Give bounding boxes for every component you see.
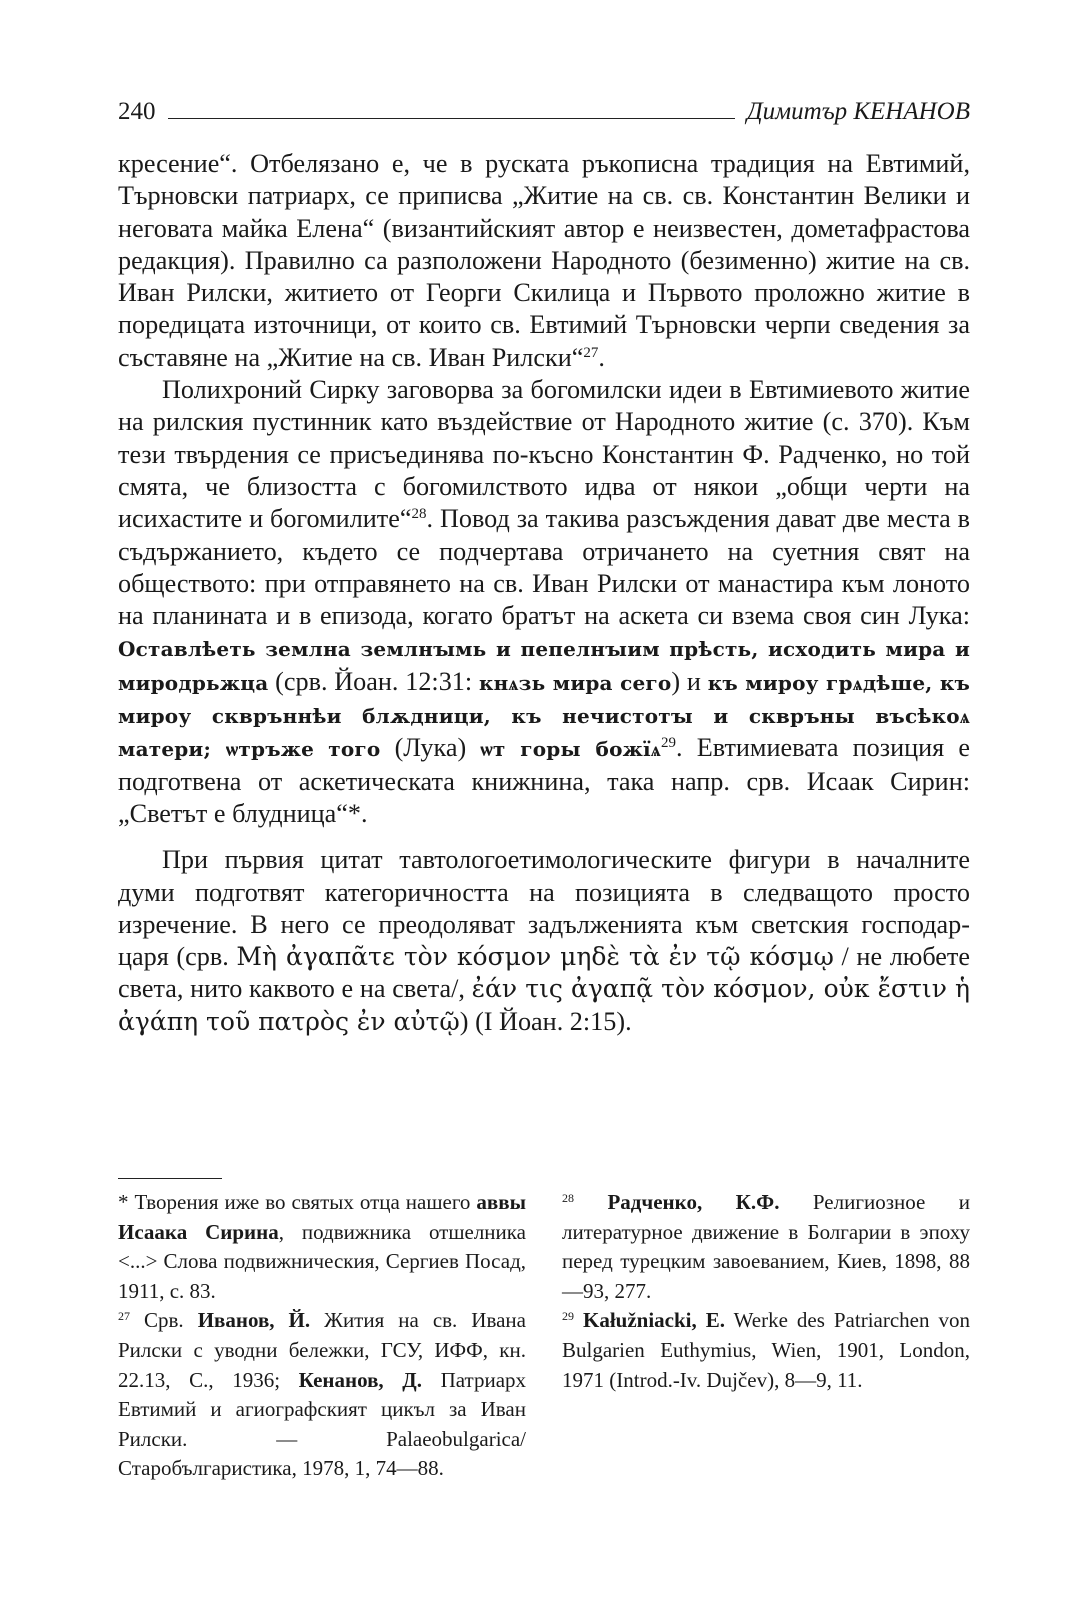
bold-run: Радченко, К.Ф. (574, 1190, 780, 1214)
footnote-ref-28: 28 (411, 506, 427, 523)
footnote-star (118, 1188, 526, 1306)
text-run: Werke des Patriarchen von Bulgarien Euthymius, Wien, 1901, London, 1971 (Introd.-Iv. Dujčev), 8—9, 11. (562, 1308, 970, 1392)
church-slavonic-quote: ѡт горы божїѧ (480, 737, 662, 762)
footnotes (118, 1188, 970, 1484)
footnote-ref-29: 29 (661, 735, 677, 752)
text-run: (Лука) (380, 733, 481, 763)
header-rule (168, 118, 735, 119)
greek-quote: ἐάν τις ἀγαπᾷ τὸν κόσμον, οὐκ ἔστιν ἡ ἀγάπη τοῦ πατρὸς ἐν αὐτῷ (118, 974, 970, 1036)
text-run: / не любете света, нито каквото е на света/, (118, 942, 970, 1004)
footnote-separator (118, 1178, 222, 1179)
paragraph-1 (118, 148, 970, 374)
main-text (118, 148, 970, 1038)
paragraph-2 (118, 374, 970, 830)
text-run: * Творения иже во святых отца нашего (118, 1190, 477, 1214)
text-run: . Евтимиевата позиция е подготвена от аскетическата книжнина, така напр. срв. Исаак Сирин: „Светът е блудница“*. (118, 733, 970, 828)
bold-run: аввы Исаака Сирина (118, 1190, 526, 1244)
paragraph-3 (118, 844, 970, 1038)
bold-run: Кенанов, Д. (298, 1367, 422, 1392)
greek-quote: Μὴ ἀγαπᾶτε τὸν κόσμον μηδὲ τὰ ἐν τῷ κόσμῳ (236, 942, 834, 972)
footnote-27 (118, 1306, 526, 1484)
text-run: При първия цитат тавтологоетимологическите фигури в началните думи подготвят категоричността на позицията в следващото просто изречение. В него се преодоляват задълженията към светския господар-царя (срв. (118, 845, 970, 972)
text-run: , подвижника отшелника <...> Слова подвижническия, Сергиев Посад, 1911, с. 83. (118, 1219, 526, 1303)
footnote-ref-27: 27 (583, 344, 599, 361)
text-run: . Повод за такива разсъждения дават две места в съдържанието, където се подчертава отричането на суетния свят на обществото: при отправянето на св. Иван Рилски от манастира към лоното на планината и в епизода, когато братът на аскета си взема своя син Лука: (118, 504, 970, 631)
text-run: (срв. Йоан. 12:31: (268, 666, 479, 696)
text-run: . (598, 342, 605, 372)
bold-run: Kałužniacki, E. (574, 1308, 726, 1333)
footnote-column-right (562, 1188, 970, 1484)
footnote-number: 27 (118, 1309, 130, 1324)
text-run: Патриарх Евтимий и агиографският цикъл за Иван Рилски. — Palaeobulgarica/Старобългаристика, 1978, 1, 74—88. (118, 1367, 527, 1481)
running-author: Димитър КЕНАНОВ (746, 98, 970, 125)
church-slavonic-quote: Оставлѣеть землна землнꙑмь и пепелнꙑим прѣсть, исходить мира и миродрьжца (118, 637, 970, 695)
footnote-column-left (118, 1188, 526, 1484)
page-number: 240 (118, 98, 156, 125)
footnote-29 (562, 1306, 970, 1395)
footnote-number: 29 (562, 1309, 574, 1324)
text-run: ) и (671, 666, 708, 696)
bold-run: Иванов, Й. (197, 1308, 311, 1333)
church-slavonic-quote: кнѧзь мира сего (478, 670, 672, 695)
church-slavonic-quote: того (328, 737, 381, 762)
footnote-28 (562, 1188, 970, 1306)
text-run: Жития на св. Ивана Рилски с уводни бележки, ГСУ, ИФФ, кн. 22.13, С., 1936; (118, 1308, 526, 1392)
footnote-number: 28 (562, 1191, 574, 1205)
text-run: Полихроний Сирку заговорва за богомилски идеи в Евтимиевото житие на рилския пустинник като въздействие от Народното житие (с. 370). Към тези твърдения се присъединява по-късно Константин Ф. Радченко, но той смята, че близостта с богомилството идва от някои „общи черти на исихастите и богомилите“ (118, 375, 970, 534)
church-slavonic-quote: къ мироу грѧдѣше, къ мироу сквръннѣи блѫдници, къ нечистотꙑ и сквръны въсѣкоѧ матери; ѡтръже (118, 670, 971, 762)
text-run: ) (I Йоан. 2:15). (459, 1006, 632, 1036)
text-run: Религиозное и литературное движение в Болгарии в эпоху перед турецким завоеванием, Киев, 1898, 88—93, 277. (562, 1190, 970, 1303)
text-run: Срв. (130, 1308, 198, 1333)
running-header (118, 92, 970, 126)
text-run: кресение“. Отбелязано е, че в руската ръкописна традиция на Евтимий, Търновски патриарх, се приписва „Житие на св. св. Константин Велики и неговата майка Елена“ (византийският автор е неизвестен, дометафрастова редакция). Правилно са разположени Народното (безименно) житие на св. Иван Рилски, житието от Георги Скилица и Първото проложно житие в поредицата източници, от които св. Евтимий Търновски черпи сведения за съставяне на „Житие на св. Иван Рилски“ (118, 149, 970, 372)
